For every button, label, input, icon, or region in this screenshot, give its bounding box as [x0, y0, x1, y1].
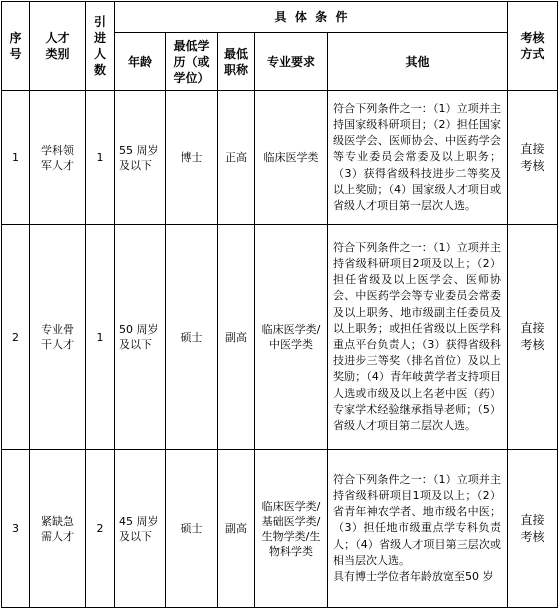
cell-category: 紧缺急需人才 [30, 450, 86, 608]
header-title: 最低职称 [218, 33, 255, 91]
cell-major: 临床医学类 [255, 91, 328, 225]
cell-count: 1 [86, 91, 115, 225]
cell-method: 直接考核 [508, 225, 558, 450]
cell-major: 临床医学类/中医学类 [255, 225, 328, 450]
header-seq: 序号 [2, 2, 30, 91]
header-other: 其他 [328, 33, 508, 91]
cell-age: 50 周岁及以下 [115, 225, 166, 450]
cell-age: 55 周岁及以下 [115, 91, 166, 225]
cell-degree: 硕士 [166, 450, 218, 608]
table-row [2, 450, 558, 608]
header-category: 人才类别 [30, 2, 86, 91]
cell-title: 副高 [218, 225, 255, 450]
cell-degree: 硕士 [166, 225, 218, 450]
cell-count: 2 [86, 450, 115, 608]
header-method: 考核方式 [508, 2, 558, 91]
table-row [2, 225, 558, 450]
cell-method: 直接考核 [508, 450, 558, 608]
header-degree: 最低学历（或学位） [166, 33, 218, 91]
cell-seq: 2 [2, 225, 30, 450]
cell-other: 符合下列条件之一：（1）立项并主持省级科研项目2项及以上；（2）担任省级及以上医学会、医师协会、中医药学会等专业委员会常委及以上职务、地市级副主任委员及以上职务；或担任省级以上医学科重点平台负责人；（3）获得省级科技进步三等奖（排名首位）及以上奖励；（4）青年岐黄学者支持项目人选或市级及以上名老中医（药）专家学术经验继承指导老师；（5）省级人才项目第二层次人选。 [328, 225, 508, 450]
cell-degree: 博士 [166, 91, 218, 225]
header-major: 专业要求 [255, 33, 328, 91]
cell-seq: 3 [2, 450, 30, 608]
header-count: 引进人数 [86, 2, 115, 91]
cell-category: 学科领军人才 [30, 91, 86, 225]
header-age: 年龄 [115, 33, 166, 91]
cell-category: 专业骨干人才 [30, 225, 86, 450]
cell-title: 副高 [218, 450, 255, 608]
cell-major: 临床医学类/基础医学类/生物学类/生物科学类 [255, 450, 328, 608]
cell-other: 符合下列条件之一：（1）立项并主持国家级科研项目；（2）担任国家级医学会、医师协会、中医药学会等专业委员会常委及以上职务；（3）获得省级科技进步二等奖及以上奖励；（4）国家级人才项目或省级人才项目第一层次人选。 [328, 91, 508, 225]
cell-title: 正高 [218, 91, 255, 225]
recruitment-conditions-table [1, 1, 558, 608]
cell-count: 1 [86, 225, 115, 450]
cell-age: 45 周岁及以下 [115, 450, 166, 608]
cell-method: 直接考核 [508, 91, 558, 225]
cell-seq: 1 [2, 91, 30, 225]
header-conditions: 具 体 条 件 [115, 2, 508, 33]
cell-other: 符合下列条件之一：（1）立项并主持省级科研项目1项及以上；（2）省青年神农学者、地市级名中医；（3）担任地市级重点学专科负责人；（4）省级人才项目第三层次或相当层次人选。 具有博士学位者年龄放宽至50 岁 [328, 450, 508, 608]
table-row [2, 91, 558, 225]
